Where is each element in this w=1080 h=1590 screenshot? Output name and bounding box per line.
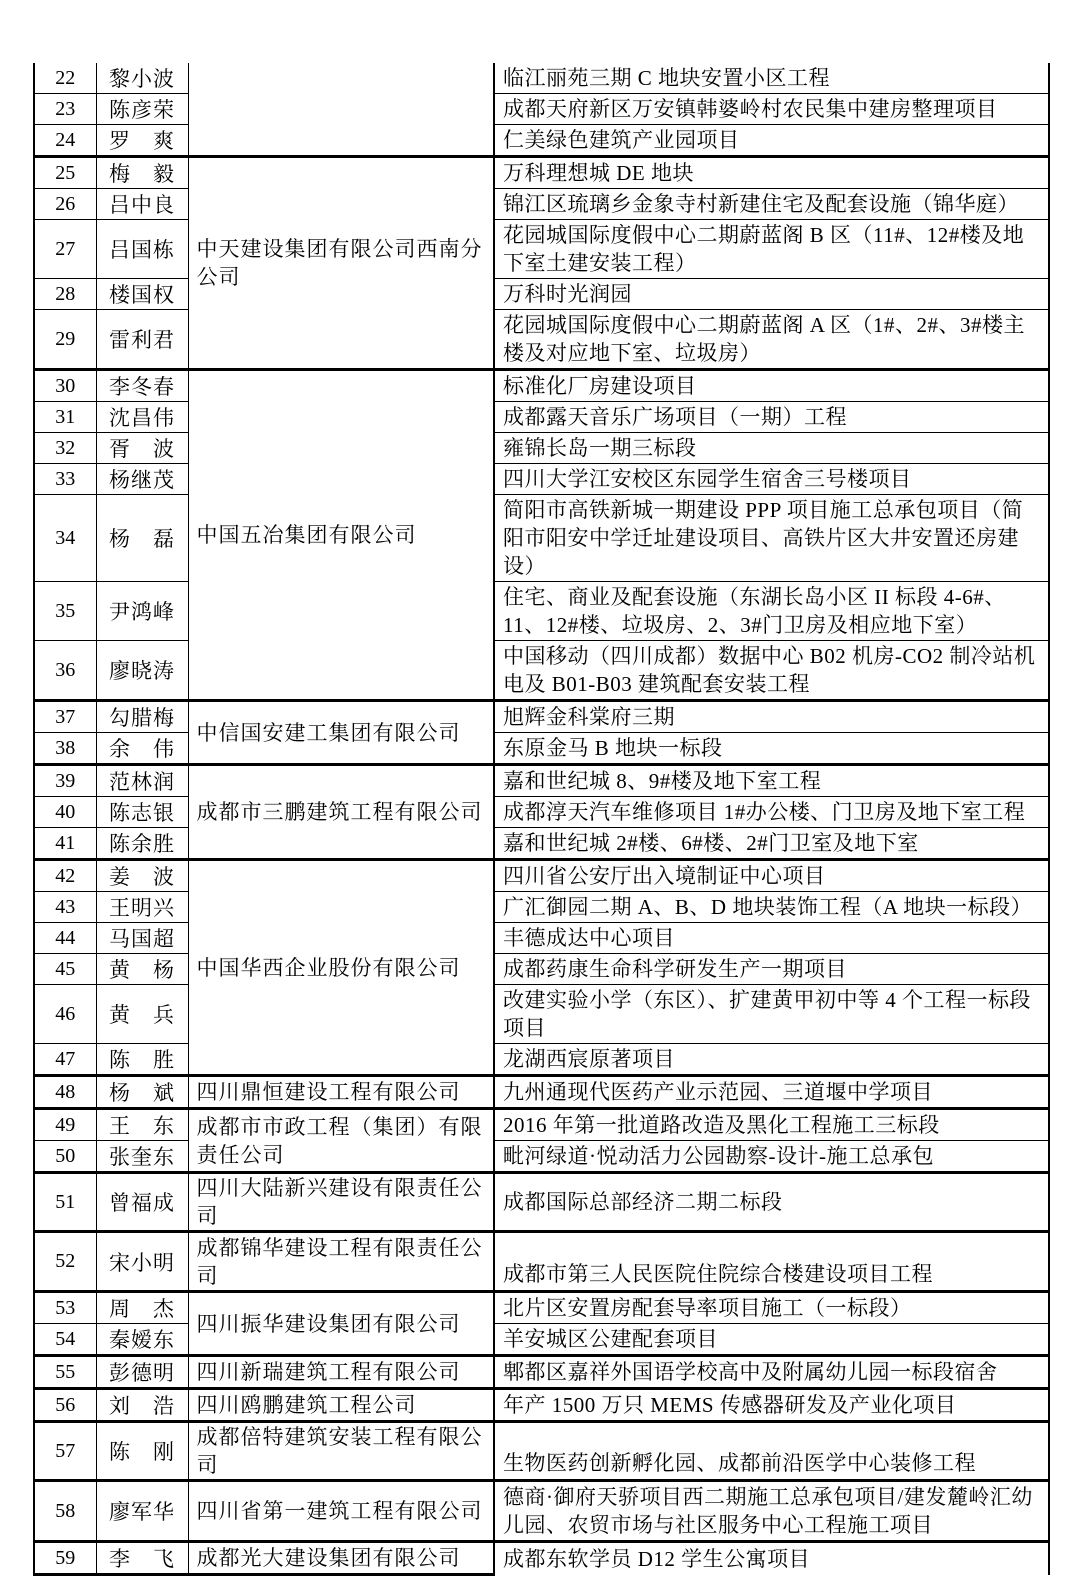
table-row <box>34 94 1049 125</box>
table-row <box>34 733 1049 765</box>
row-number-cell: 54 <box>34 1324 96 1356</box>
row-number-cell: 28 <box>34 279 96 310</box>
person-name-cell: 周 杰 <box>96 1292 188 1324</box>
table-row <box>34 985 1049 1044</box>
row-number-cell: 32 <box>34 433 96 464</box>
table-row <box>34 310 1049 370</box>
company-cell: 成都市三鹏建筑工程有限公司 <box>188 765 494 860</box>
table-row <box>34 279 1049 310</box>
row-number-cell: 51 <box>34 1173 96 1232</box>
project-cell: 四川省公安厅出入境制证中心项目 <box>494 860 1049 892</box>
project-cell: 万科时光润园 <box>494 279 1049 310</box>
project-cell: 花园城国际度假中心二期蔚蓝阁 A 区（1#、2#、3#楼主楼及对应地下室、垃圾房） <box>494 310 1049 370</box>
row-number-cell: 22 <box>34 63 96 94</box>
project-cell: 嘉和世纪城 8、9#楼及地下室工程 <box>494 765 1049 797</box>
person-name-cell: 余 伟 <box>96 733 188 765</box>
table-row <box>34 1076 1049 1109</box>
table-row <box>34 923 1049 954</box>
table-row <box>34 189 1049 220</box>
project-cell: 临江丽苑三期 C 地块安置小区工程 <box>494 63 1049 94</box>
person-name-cell: 尹鸿峰 <box>96 582 188 641</box>
row-number-cell: 55 <box>34 1356 96 1389</box>
project-cell: 成都天府新区万安镇韩婆岭村农民集中建房整理项目 <box>494 94 1049 125</box>
table-row <box>34 860 1049 892</box>
company-cell: 四川大陆新兴建设有限责任公司 <box>188 1173 494 1232</box>
company-cell: 中天建设集团有限公司西南分公司 <box>188 157 494 370</box>
person-name-cell: 黄 杨 <box>96 954 188 985</box>
person-name-cell: 马国超 <box>96 923 188 954</box>
table-row <box>34 1422 1049 1481</box>
person-name-cell: 杨 磊 <box>96 495 188 582</box>
person-name-cell: 李 飞 <box>96 1542 188 1575</box>
row-number-cell: 38 <box>34 733 96 765</box>
project-cell: 龙湖西宸原著项目 <box>494 1044 1049 1076</box>
person-name-cell: 姜 波 <box>96 860 188 892</box>
company-cell: 四川振华建设集团有限公司 <box>188 1292 494 1356</box>
project-cell: 雍锦长岛一期三标段 <box>494 433 1049 464</box>
person-name-cell: 陈 刚 <box>96 1422 188 1481</box>
company-cell: 中信国安建工集团有限公司 <box>188 701 494 765</box>
table-row <box>34 63 1049 94</box>
table-row <box>34 701 1049 733</box>
person-name-cell: 黎小波 <box>96 63 188 94</box>
project-cell: 简阳市高铁新城一期建设 PPP 项目施工总承包项目（简阳市阳安中学迁址建设项目、高铁片区大井安置还房建设） <box>494 495 1049 582</box>
row-number-cell: 43 <box>34 892 96 923</box>
table-row <box>34 892 1049 923</box>
project-cell: 旭辉金科棠府三期 <box>494 701 1049 733</box>
project-cell: 生物医药创新孵化园、成都前沿医学中心装修工程 <box>494 1422 1049 1481</box>
person-name-cell: 胥 波 <box>96 433 188 464</box>
row-number-cell: 27 <box>34 220 96 279</box>
person-name-cell: 沈昌伟 <box>96 402 188 433</box>
table-row <box>34 1542 1049 1575</box>
table-row <box>34 220 1049 279</box>
project-cell: 嘉和世纪城 2#楼、6#楼、2#门卫室及地下室 <box>494 828 1049 860</box>
table-row <box>34 370 1049 402</box>
person-name-cell: 秦嫒东 <box>96 1324 188 1356</box>
row-number-cell: 36 <box>34 641 96 701</box>
table-row <box>34 402 1049 433</box>
row-number-cell: 44 <box>34 923 96 954</box>
row-number-cell: 45 <box>34 954 96 985</box>
table-row <box>34 157 1049 189</box>
table-row <box>34 464 1049 495</box>
row-number-cell: 49 <box>34 1109 96 1141</box>
person-name-cell: 彭德明 <box>96 1356 188 1389</box>
project-cell: 北片区安置房配套导率项目施工（一标段） <box>494 1292 1049 1324</box>
row-number-cell: 53 <box>34 1292 96 1324</box>
table-row <box>34 765 1049 797</box>
person-name-cell: 楼国权 <box>96 279 188 310</box>
project-cell: 成都东软学员 D12 学生公寓项目 <box>494 1542 1049 1575</box>
table-row <box>34 641 1049 701</box>
person-name-cell: 宋小明 <box>96 1232 188 1292</box>
company-cell: 中国五冶集团有限公司 <box>188 370 494 701</box>
company-cell: 四川鼎恒建设工程有限公司 <box>188 1076 494 1109</box>
row-number-cell: 48 <box>34 1076 96 1109</box>
row-number-cell: 59 <box>34 1542 96 1575</box>
project-cell: 2016 年第一批道路改造及黑化工程施工三标段 <box>494 1109 1049 1141</box>
table-row <box>34 1141 1049 1173</box>
table-row <box>34 1232 1049 1292</box>
row-number-cell: 34 <box>34 495 96 582</box>
company-cell <box>188 63 494 157</box>
company-cell: 四川鸥鹏建筑工程公司 <box>188 1389 494 1422</box>
row-number-cell: 57 <box>34 1422 96 1481</box>
company-cell: 成都倍特建筑安装工程有限公司 <box>188 1422 494 1481</box>
row-number-cell: 25 <box>34 157 96 189</box>
project-cell: 万科理想城 DE 地块 <box>494 157 1049 189</box>
project-cell: 郫都区嘉祥外国语学校高中及附属幼儿园一标段宿舍 <box>494 1356 1049 1389</box>
row-number-cell: 23 <box>34 94 96 125</box>
project-cell: 中国移动（四川成都）数据中心 B02 机房-CO2 制冷站机电及 B01-B03 建筑配套安装工程 <box>494 641 1049 701</box>
project-cell: 羊安城区公建配套项目 <box>494 1324 1049 1356</box>
person-name-cell: 廖晓涛 <box>96 641 188 701</box>
table-row <box>34 1173 1049 1232</box>
company-cell: 四川省第一建筑工程有限公司 <box>188 1481 494 1542</box>
project-cell: 毗河绿道·悦动活力公园勘察-设计-施工总承包 <box>494 1141 1049 1173</box>
person-name-cell: 范林润 <box>96 765 188 797</box>
person-name-cell: 杨继茂 <box>96 464 188 495</box>
row-number-cell: 39 <box>34 765 96 797</box>
row-number-cell: 46 <box>34 985 96 1044</box>
person-name-cell: 陈志银 <box>96 797 188 828</box>
row-number-cell: 56 <box>34 1389 96 1422</box>
table-row <box>34 1109 1049 1141</box>
table-row <box>34 582 1049 641</box>
row-number-cell: 58 <box>34 1481 96 1542</box>
project-cell: 年产 1500 万只 MEMS 传感器研发及产业化项目 <box>494 1389 1049 1422</box>
row-number-cell: 47 <box>34 1044 96 1076</box>
person-name-cell: 陈彦荣 <box>96 94 188 125</box>
project-cell: 花园城国际度假中心二期蔚蓝阁 B 区（11#、12#楼及地下室土建安装工程） <box>494 220 1049 279</box>
project-cell: 广汇御园二期 A、B、D 地块装饰工程（A 地块一标段） <box>494 892 1049 923</box>
project-cell: 丰德成达中心项目 <box>494 923 1049 954</box>
project-cell: 德商·御府天骄项目西二期施工总承包项目/建发麓岭汇幼儿园、农贸市场与社区服务中心工程施工项目 <box>494 1481 1049 1542</box>
company-cell: 四川新瑞建筑工程有限公司 <box>188 1356 494 1389</box>
table-row <box>34 1044 1049 1076</box>
person-name-cell: 李冬春 <box>96 370 188 402</box>
row-number-cell: 42 <box>34 860 96 892</box>
project-cell: 东原金马 B 地块一标段 <box>494 733 1049 765</box>
row-number-cell: 26 <box>34 189 96 220</box>
project-cell: 改建实验小学（东区）、扩建黄甲初中等 4 个工程一标段项目 <box>494 985 1049 1044</box>
table-row <box>34 954 1049 985</box>
personnel-project-table <box>33 63 1050 1576</box>
person-name-cell: 陈 胜 <box>96 1044 188 1076</box>
person-name-cell: 杨 斌 <box>96 1076 188 1109</box>
company-cell: 中国华西企业股份有限公司 <box>188 860 494 1076</box>
project-cell: 成都露天音乐广场项目（一期）工程 <box>494 402 1049 433</box>
row-number-cell: 50 <box>34 1141 96 1173</box>
person-name-cell: 吕国栋 <box>96 220 188 279</box>
table-row <box>34 1324 1049 1356</box>
person-name-cell: 梅 毅 <box>96 157 188 189</box>
project-cell: 住宅、商业及配套设施（东湖长岛小区 II 标段 4-6#、11、12#楼、垃圾房、2、3#门卫房及相应地下室） <box>494 582 1049 641</box>
person-name-cell: 张奎东 <box>96 1141 188 1173</box>
table-row <box>34 1481 1049 1542</box>
person-name-cell: 黄 兵 <box>96 985 188 1044</box>
person-name-cell: 罗 爽 <box>96 125 188 157</box>
person-name-cell: 王 东 <box>96 1109 188 1141</box>
person-name-cell: 陈余胜 <box>96 828 188 860</box>
table-row <box>34 828 1049 860</box>
row-number-cell: 30 <box>34 370 96 402</box>
table-row <box>34 495 1049 582</box>
project-cell: 成都药康生命科学研发生产一期项目 <box>494 954 1049 985</box>
project-cell: 成都市第三人民医院住院综合楼建设项目工程 <box>494 1232 1049 1292</box>
row-number-cell: 52 <box>34 1232 96 1292</box>
page <box>0 63 1080 1590</box>
person-name-cell: 王明兴 <box>96 892 188 923</box>
person-name-cell: 吕中良 <box>96 189 188 220</box>
company-cell: 成都市市政工程（集团）有限责任公司 <box>188 1109 494 1173</box>
row-number-cell: 40 <box>34 797 96 828</box>
project-cell: 标准化厂房建设项目 <box>494 370 1049 402</box>
person-name-cell: 刘 浩 <box>96 1389 188 1422</box>
project-cell: 仁美绿色建筑产业园项目 <box>494 125 1049 157</box>
table-row <box>34 125 1049 157</box>
row-number-cell: 37 <box>34 701 96 733</box>
table-row <box>34 1292 1049 1324</box>
row-number-cell: 33 <box>34 464 96 495</box>
table-row <box>34 1389 1049 1422</box>
project-cell: 成都淳天汽车维修项目 1#办公楼、门卫房及地下室工程 <box>494 797 1049 828</box>
row-number-cell: 24 <box>34 125 96 157</box>
row-number-cell: 35 <box>34 582 96 641</box>
company-cell: 成都锦华建设工程有限责任公司 <box>188 1232 494 1292</box>
person-name-cell: 勾腊梅 <box>96 701 188 733</box>
person-name-cell: 曾福成 <box>96 1173 188 1232</box>
table-row <box>34 797 1049 828</box>
person-name-cell: 雷利君 <box>96 310 188 370</box>
project-cell: 成都国际总部经济二期二标段 <box>494 1173 1049 1232</box>
table-row <box>34 1356 1049 1389</box>
row-number-cell: 31 <box>34 402 96 433</box>
company-cell: 成都光大建设集团有限公司 <box>188 1542 494 1575</box>
row-number-cell: 41 <box>34 828 96 860</box>
person-name-cell: 廖军华 <box>96 1481 188 1542</box>
row-number-cell: 29 <box>34 310 96 370</box>
table-row <box>34 433 1049 464</box>
project-cell: 九州通现代医药产业示范园、三道堰中学项目 <box>494 1076 1049 1109</box>
project-cell: 四川大学江安校区东园学生宿舍三号楼项目 <box>494 464 1049 495</box>
project-cell: 锦江区琉璃乡金象寺村新建住宅及配套设施（锦华庭） <box>494 189 1049 220</box>
